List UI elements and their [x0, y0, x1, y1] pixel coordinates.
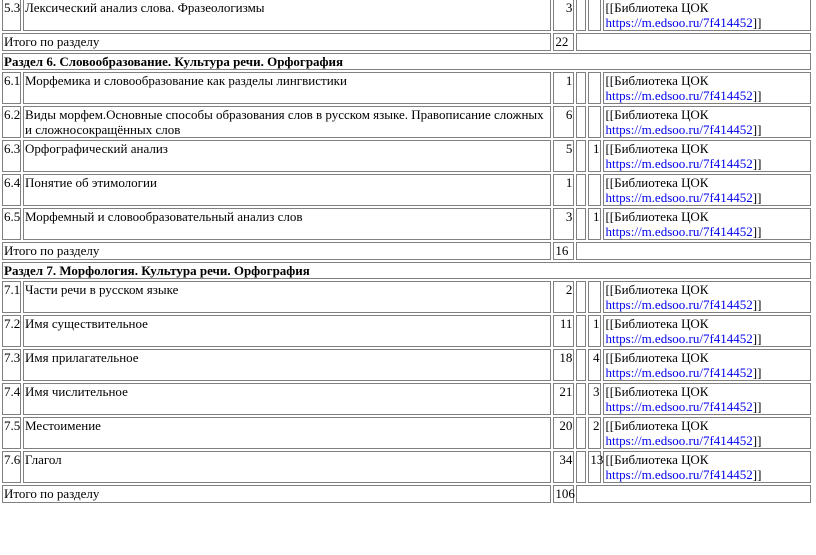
- lesson-empty-cell: [576, 72, 586, 104]
- lesson-row: [2, 281, 811, 313]
- lesson-practice-hours: [588, 281, 601, 313]
- resource-label: [[Библиотека ЦОК: [605, 175, 709, 190]
- resource-label: [[Библиотека ЦОК: [605, 418, 709, 433]
- resource-end: ]]: [752, 297, 762, 312]
- resource-link[interactable]: https://m.edsoo.ru/7f414452: [605, 122, 753, 137]
- resource-link[interactable]: https://m.edsoo.ru/7f414452: [605, 433, 753, 448]
- lesson-resource: [603, 349, 811, 381]
- lesson-number: 7.6: [2, 451, 21, 483]
- total-hours: 16: [553, 242, 574, 260]
- lesson-resource: [603, 383, 811, 415]
- lesson-row: [2, 140, 811, 172]
- lesson-topic: Местоимение: [23, 417, 551, 449]
- lesson-practice-hours: 1: [588, 208, 601, 240]
- total-label: Итого по разделу: [2, 33, 551, 51]
- resource-link[interactable]: https://m.edsoo.ru/7f414452: [605, 365, 753, 380]
- lesson-practice-hours: 3: [588, 383, 601, 415]
- total-label: Итого по разделу: [2, 485, 551, 503]
- resource-label: [[Библиотека ЦОК: [605, 73, 709, 88]
- total-hours: 22: [553, 33, 574, 51]
- lesson-empty-cell: [576, 208, 586, 240]
- resource-link[interactable]: https://m.edsoo.ru/7f414452: [605, 88, 753, 103]
- lesson-resource: [603, 451, 811, 483]
- total-empty-cell: [576, 242, 811, 260]
- resource-link[interactable]: https://m.edsoo.ru/7f414452: [605, 297, 753, 312]
- lesson-row: [2, 174, 811, 206]
- section-total-row: [2, 242, 811, 260]
- lesson-number: 5.3: [2, 0, 21, 31]
- lesson-number: 6.5: [2, 208, 21, 240]
- section-header-row: [2, 53, 811, 70]
- lesson-number: 6.4: [2, 174, 21, 206]
- lesson-resource: [603, 72, 811, 104]
- lesson-practice-hours: 13: [588, 451, 601, 483]
- lesson-number: 6.2: [2, 106, 21, 138]
- section-title: Раздел 7. Морфология. Культура речи. Орфография: [2, 262, 811, 279]
- lesson-hours: 1: [553, 72, 574, 104]
- resource-label: [[Библиотека ЦОК: [605, 384, 709, 399]
- resource-link[interactable]: https://m.edsoo.ru/7f414452: [605, 190, 753, 205]
- lesson-resource: [603, 140, 811, 172]
- lesson-number: 6.1: [2, 72, 21, 104]
- lesson-number: 7.3: [2, 349, 21, 381]
- lesson-topic: Орфографический анализ: [23, 140, 551, 172]
- lesson-topic: Имя существительное: [23, 315, 551, 347]
- lesson-row: [2, 208, 811, 240]
- lesson-hours: 34: [553, 451, 574, 483]
- resource-end: ]]: [752, 331, 762, 346]
- lesson-hours: 2: [553, 281, 574, 313]
- resource-link[interactable]: https://m.edsoo.ru/7f414452: [605, 467, 753, 482]
- lesson-empty-cell: [576, 349, 586, 381]
- lesson-row: [2, 417, 811, 449]
- lesson-practice-hours: [588, 106, 601, 138]
- resource-end: ]]: [752, 190, 762, 205]
- resource-end: ]]: [752, 399, 762, 414]
- lesson-resource: [603, 208, 811, 240]
- lesson-empty-cell: [576, 451, 586, 483]
- resource-end: ]]: [752, 433, 762, 448]
- lesson-hours: 20: [553, 417, 574, 449]
- total-hours: 106: [555, 486, 575, 501]
- total-empty-cell: [576, 33, 811, 51]
- resource-label: [[Библиотека ЦОК: [605, 209, 709, 224]
- lesson-empty-cell: [576, 106, 586, 138]
- lesson-topic: Имя прилагательное: [23, 349, 551, 381]
- lesson-row: [2, 0, 811, 31]
- section-total-row: [2, 485, 811, 503]
- lesson-resource: [603, 417, 811, 449]
- lesson-empty-cell: [576, 417, 586, 449]
- lesson-topic: Глагол: [23, 451, 551, 483]
- resource-link[interactable]: https://m.edsoo.ru/7f414452: [605, 331, 753, 346]
- lesson-empty-cell: [576, 174, 586, 206]
- lesson-hours: 21: [553, 383, 574, 415]
- lesson-hours: 3: [553, 208, 574, 240]
- lesson-topic: Морфемика и словообразование как разделы лингвистики: [23, 72, 551, 104]
- lesson-hours: 5: [553, 140, 574, 172]
- lesson-hours: 3: [553, 0, 574, 31]
- total-label: Итого по разделу: [2, 242, 551, 260]
- lesson-topic: Лексический анализ слова. Фразеологизмы: [23, 0, 551, 31]
- lesson-number: 7.2: [2, 315, 21, 347]
- lesson-practice-hours: [588, 0, 601, 31]
- lesson-row: [2, 383, 811, 415]
- lesson-topic: Морфемный и словообразовательный анализ слов: [23, 208, 551, 240]
- lesson-resource: [603, 174, 811, 206]
- lesson-topic: Понятие об этимологии: [23, 174, 551, 206]
- lesson-practice-hours: 1: [588, 315, 601, 347]
- resource-end: ]]: [752, 365, 762, 380]
- lesson-resource: [603, 106, 811, 138]
- lesson-resource: [603, 281, 811, 313]
- lesson-empty-cell: [576, 281, 586, 313]
- lesson-number: 7.4: [2, 383, 21, 415]
- lesson-row: [2, 451, 811, 483]
- lesson-empty-cell: [576, 140, 586, 172]
- lesson-practice-hours: 2: [588, 417, 601, 449]
- resource-link[interactable]: https://m.edsoo.ru/7f414452: [605, 224, 753, 239]
- lesson-practice-hours: [588, 72, 601, 104]
- resource-label: [[Библиотека ЦОК: [605, 282, 709, 297]
- resource-end: ]]: [752, 224, 762, 239]
- lesson-resource: [603, 0, 811, 31]
- resource-label: [[Библиотека ЦОК: [605, 350, 709, 365]
- lesson-hours: 6: [553, 106, 574, 138]
- lesson-hours: 11: [553, 315, 574, 347]
- resource-link[interactable]: https://m.edsoo.ru/7f414452: [605, 399, 753, 414]
- section-total-row: [2, 33, 811, 51]
- lesson-resource: [603, 315, 811, 347]
- resource-end: ]]: [752, 88, 762, 103]
- lesson-empty-cell: [576, 0, 586, 31]
- lesson-empty-cell: [576, 315, 586, 347]
- resource-end: ]]: [752, 122, 762, 137]
- resource-link[interactable]: https://m.edsoo.ru/7f414452: [605, 156, 753, 171]
- section-header-row: [2, 262, 811, 279]
- lesson-empty-cell: [576, 383, 586, 415]
- resource-label: [[Библиотека ЦОК: [605, 107, 709, 122]
- lesson-topic: Имя числительное: [23, 383, 551, 415]
- lesson-topic: Части речи в русском языке: [23, 281, 551, 313]
- lesson-row: [2, 315, 811, 347]
- resource-label: [[Библиотека ЦОК: [605, 452, 709, 467]
- resource-label: [[Библиотека ЦОК: [605, 141, 709, 156]
- lesson-topic: Виды морфем.Основные способы образования слов в русском языке. Правописание сложных и сложносокращённых слов: [23, 106, 551, 138]
- lesson-practice-hours: [588, 174, 601, 206]
- lesson-row: [2, 349, 811, 381]
- lesson-row: [2, 72, 811, 104]
- lesson-hours: 1: [553, 174, 574, 206]
- resource-label: [[Библиотека ЦОК: [605, 0, 709, 15]
- lesson-practice-hours: 1: [588, 140, 601, 172]
- resource-end: ]]: [752, 156, 762, 171]
- resource-end: ]]: [752, 467, 762, 482]
- lesson-row: [2, 106, 811, 138]
- lesson-number: 7.5: [2, 417, 21, 449]
- lesson-number: 6.3: [2, 140, 21, 172]
- resource-link[interactable]: https://m.edsoo.ru/7f414452: [605, 15, 753, 30]
- resource-end: ]]: [752, 15, 762, 30]
- total-empty-cell: [576, 485, 811, 503]
- lesson-practice-hours: 4: [588, 349, 601, 381]
- lesson-hours: 18: [553, 349, 574, 381]
- section-title: Раздел 6. Словообразование. Культура речи. Орфография: [2, 53, 811, 70]
- resource-label: [[Библиотека ЦОК: [605, 316, 709, 331]
- lesson-number: 7.1: [2, 281, 21, 313]
